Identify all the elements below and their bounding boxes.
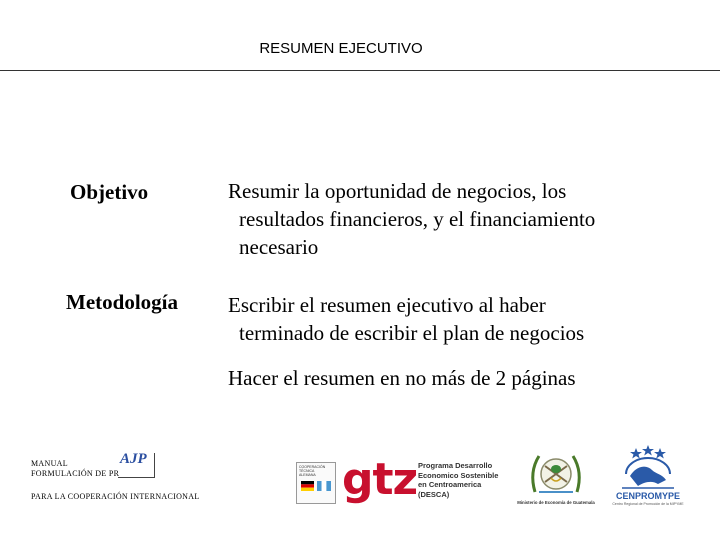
- ministerio-caption: Ministerio de Economía de Guatemala: [517, 500, 595, 505]
- gtz-logo: gtz: [342, 454, 418, 505]
- cenpromype-wordmark: CENPROMYPE: [615, 491, 680, 501]
- slide-title: RESUMEN EJECUTIVO: [259, 40, 423, 57]
- metodologia-line-1: Escribir el resumen ejecutivo al haber: [228, 293, 546, 317]
- coop-caption-line-1: COOPERACIÓN: [299, 465, 326, 469]
- cooperacion-alemana-logo: [296, 462, 336, 504]
- desca-line-1: Programa Desarrollo: [418, 461, 493, 470]
- cenpromype-emblem-icon: [612, 444, 684, 492]
- manual-line-2: FORMULACIÓN DE PR: [31, 469, 120, 478]
- objetivo-text: [228, 177, 698, 261]
- coop-caption-line-2: TÉCNICA: [299, 469, 315, 473]
- paginas-text: [228, 364, 698, 392]
- ministerio-economia-logo: [515, 448, 597, 508]
- manual-caption: [31, 459, 119, 479]
- guatemala-coat-of-arms-icon: [515, 448, 597, 500]
- coop-caption-line-3: ALEMANA: [299, 473, 316, 477]
- objetivo-line-2: resultados financieros, y el financiamiento: [239, 207, 596, 231]
- desca-line-4: (DESCA): [418, 489, 450, 499]
- metodologia-text: [228, 291, 698, 347]
- objetivo-line-1: Resumir la oportunidad de negocios, los: [228, 179, 567, 203]
- paginas-line-1: Hacer el resumen en no más de 2 páginas: [228, 366, 576, 390]
- desca-line-3: en Centroamerica: [418, 480, 482, 489]
- desca-line-2: Economico Sostenible: [418, 470, 499, 480]
- coop-logo-caption: [299, 465, 325, 477]
- objetivo-line-3: necesario: [239, 235, 319, 259]
- manual-line-1: MANUAL: [31, 459, 68, 468]
- desca-logo-text: [418, 461, 498, 499]
- cenpromype-tagline: Centro Regional de Promoción de la MIPYME: [612, 502, 684, 506]
- metodologia-line-2: terminado de escribir el plan de negocios: [239, 321, 585, 345]
- label-metodologia: Metodología: [66, 290, 178, 314]
- flags-icon: [301, 481, 331, 491]
- cooperacion-caption: PARA LA COOPERACIÓN INTERNACIONAL: [31, 492, 200, 501]
- ajp-logo: AJP: [120, 451, 147, 467]
- title-divider: [0, 70, 720, 71]
- cenpromype-logo: [612, 444, 684, 514]
- label-objetivo: Objetivo: [70, 180, 149, 204]
